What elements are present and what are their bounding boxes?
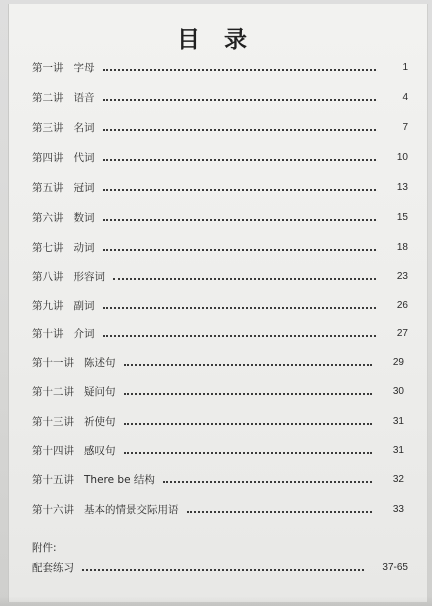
toc-leader <box>103 248 377 251</box>
toc-row <box>32 60 408 76</box>
toc-lecture: 第十讲 <box>32 328 64 340</box>
toc-page: 1 <box>402 62 408 73</box>
toc-lecture: 第十四讲 <box>32 445 74 457</box>
toc-page: 4 <box>402 92 408 103</box>
appendix-topic: 配套练习 <box>32 562 74 574</box>
toc-topic: 疑问句 <box>84 386 116 398</box>
toc-page: 26 <box>396 300 408 311</box>
appendix-label: 附件: <box>32 542 57 554</box>
toc-row <box>32 269 408 285</box>
toc-row <box>32 384 404 400</box>
appendix-row <box>32 560 408 576</box>
toc-page: 31 <box>392 445 404 456</box>
toc-page: 31 <box>392 416 404 427</box>
toc-row <box>32 355 404 371</box>
toc-row <box>32 298 408 314</box>
toc-page: 10 <box>396 152 408 163</box>
toc-lecture: 第十五讲 <box>32 474 74 486</box>
toc-topic: 陈述句 <box>84 357 116 369</box>
toc-lecture: 第八讲 <box>32 271 64 283</box>
toc-leader <box>124 451 373 454</box>
toc-page: 32 <box>392 474 404 485</box>
toc-row <box>32 210 408 226</box>
toc-page: 33 <box>392 504 404 515</box>
toc-row <box>32 502 404 518</box>
toc-page: 27 <box>396 328 408 339</box>
toc-leader <box>103 158 377 161</box>
toc-row <box>32 414 404 430</box>
toc-row <box>32 150 408 166</box>
toc-topic: 基本的情景交际用语 <box>84 504 179 516</box>
toc-lecture: 第二讲 <box>32 92 64 104</box>
toc-row <box>32 90 408 106</box>
toc-topic: 感叹句 <box>84 445 116 457</box>
toc-topic: 祈使句 <box>84 416 116 428</box>
toc-page: 7 <box>402 122 408 133</box>
toc-leader <box>113 277 376 280</box>
toc-topic: 介词 <box>73 328 95 340</box>
toc-page: 13 <box>396 182 408 193</box>
toc-leader <box>103 218 377 221</box>
toc-leader <box>103 98 377 101</box>
toc-row <box>32 443 404 459</box>
toc-topic: There be 结构 <box>84 474 155 486</box>
photo-shadow <box>0 596 432 606</box>
toc-row <box>32 120 408 136</box>
toc-lecture: 第五讲 <box>32 182 64 194</box>
toc-leader <box>124 392 373 395</box>
toc-leader <box>103 334 377 337</box>
toc-lecture: 第九讲 <box>32 300 64 312</box>
toc-lecture: 第十一讲 <box>32 357 74 369</box>
toc-lecture: 第十三讲 <box>32 416 74 428</box>
toc-topic: 语音 <box>73 92 95 104</box>
appendix-leader <box>82 568 364 571</box>
toc-topic: 动词 <box>73 242 95 254</box>
toc-topic: 代词 <box>73 152 95 164</box>
toc-row <box>32 326 408 342</box>
toc-lecture: 第一讲 <box>32 62 64 74</box>
toc-topic: 名词 <box>73 122 95 134</box>
toc-row <box>32 240 408 256</box>
toc-topic: 形容词 <box>73 271 105 283</box>
toc-leader <box>103 128 377 131</box>
page-title: 目 录 <box>176 27 255 53</box>
toc-lecture: 第六讲 <box>32 212 64 224</box>
toc-page: 30 <box>392 386 404 397</box>
toc-lecture: 第十二讲 <box>32 386 74 398</box>
toc-leader <box>124 422 373 425</box>
toc-leader <box>187 510 373 513</box>
toc-page: 18 <box>396 242 408 253</box>
toc-lecture: 第十六讲 <box>32 504 74 516</box>
toc-page: 29 <box>392 357 404 368</box>
toc-topic: 字母 <box>73 62 95 74</box>
toc-lecture: 第三讲 <box>32 122 64 134</box>
toc-row <box>32 180 408 196</box>
toc-leader <box>163 480 372 483</box>
toc-leader <box>103 68 377 71</box>
toc-lecture: 第四讲 <box>32 152 64 164</box>
toc-page: 15 <box>396 212 408 223</box>
toc-leader <box>124 363 373 366</box>
toc-lecture: 第七讲 <box>32 242 64 254</box>
toc-topic: 冠词 <box>73 182 95 194</box>
toc-topic: 副词 <box>73 300 95 312</box>
toc-row <box>32 472 404 488</box>
toc-page: 23 <box>396 271 408 282</box>
toc-leader <box>103 306 377 309</box>
toc-topic: 数词 <box>73 212 95 224</box>
appendix-page: 37-65 <box>382 562 408 573</box>
toc-leader <box>103 188 377 191</box>
